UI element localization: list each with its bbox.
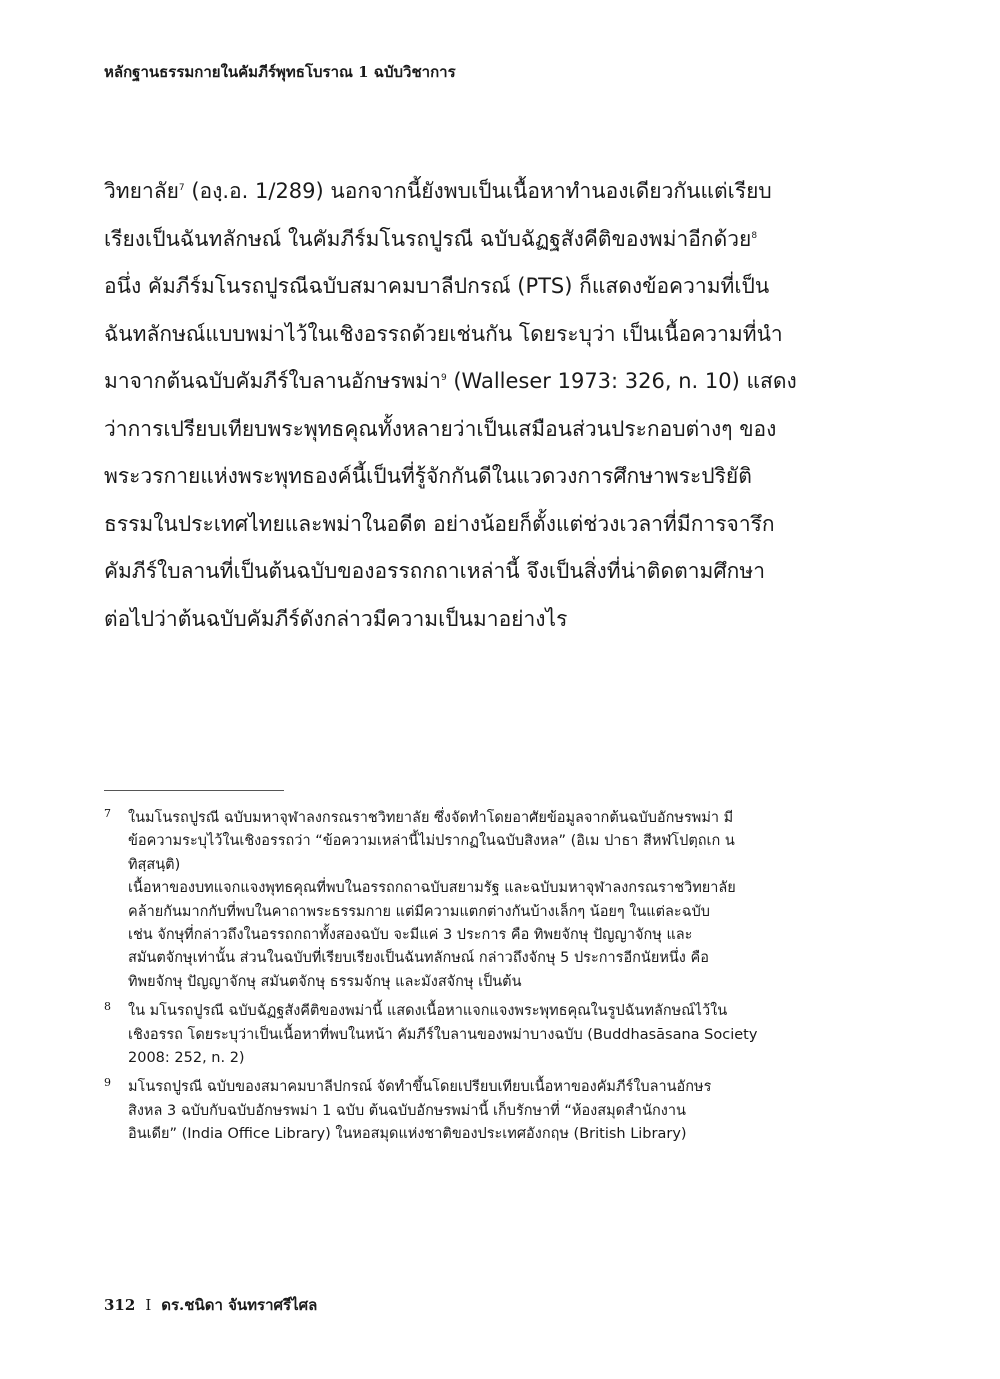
body-line-text: พระวรกายแห่งพระพุทธองค์นี้เป็นที่รู้จักกันดีในแวดวงการศึกษาพระปริยัติ — [104, 464, 752, 488]
body-line — [104, 596, 864, 644]
running-head: หลักฐานธรรมกายในคัมภีร์พุทธโบราณ 1 ฉบับวิชาการ — [104, 63, 456, 81]
footnote-number: 9 — [104, 1076, 111, 1090]
body-line-text-continued: (องฺ.อ. 1/289) นอกจากนี้ยังพบเป็นเนื้อหาทำนองเดียวกันแต่เรียบ — [184, 179, 772, 203]
footnote-line: สิงหล 3 ฉบับกับฉบับอักษรพม่า 1 ฉบับ ต้นฉบับอักษรพม่านี้ เก็บรักษาที่ “ห้องสมุดสำนักงาน — [128, 1102, 686, 1119]
body-line-text: เรียงเป็นฉันทลักษณ์ ในคัมภีร์มโนรถปูรณี ฉบับฉัฏฐสังคีติของพม่าอีกด้วย — [104, 226, 752, 251]
footnote-number: 8 — [104, 1000, 111, 1014]
footnote-line: อินเดีย” (India Office Library) ในหอสมุดแห่งชาติของประเทศอังกฤษ (British Library) — [128, 1126, 687, 1143]
body-line — [104, 453, 864, 501]
footnote-reference[interactable]: 9 — [440, 373, 447, 383]
footnote-line: ใน มโนรถปูรณี ฉบับฉัฏฐสังคีติของพม่านี้ แสดงเนื้อหาแจกแจงพระพุทธคุณในรูปฉันทลักษณ์ไว้ใน — [128, 1003, 728, 1020]
footnote-line: เชิงอรรถ โดยระบุว่าเป็นเนื้อหาที่พบในหน้า คัมภีร์ใบลานของพม่าบางฉบับ (Buddhasāsana Society — [128, 1026, 758, 1043]
footnote-line: คล้ายกันมากกับที่พบในคาถาพระธรรมกาย แต่มีความแตกต่างกันบ้างเล็กๆ น้อยๆ ในแต่ละฉบับ — [128, 903, 711, 920]
body-line-text: ว่าการเปรียบเทียบพระพุทธคุณทั้งหลายว่าเป็นเสมือนส่วนประกอบต่างๆ ของ — [104, 416, 777, 441]
footnote-9 — [104, 1076, 874, 1146]
body-line-text: วิทยาลัย — [104, 179, 179, 203]
footnote-line: เนื้อหาของบทแจกแจงพุทธคุณที่พบในอรรถกถาฉบับสยามรัฐ และฉบับมหาจุฬาลงกรณราชวิทยาลัย — [128, 880, 736, 897]
body-line — [104, 358, 864, 406]
body-line — [104, 216, 864, 264]
body-text — [104, 168, 864, 643]
footnote-number: 7 — [104, 807, 111, 820]
body-line-text: ต่อไปว่าต้นฉบับคัมภีร์ดังกล่าวมีความเป็นมาอย่างไร — [104, 606, 568, 631]
footnote-text — [128, 1000, 874, 1070]
footnote-line: เช่น จักษุที่กล่าวถึงในอรรถกถาทั้งสองฉบับ จะมีแค่ 3 ประการ คือ ทิพยจักษุ ปัญญาจักษุ และ — [128, 926, 693, 943]
page-footer — [104, 1293, 317, 1317]
body-line-text: ธรรมในประเทศไทยและพม่าในอดีต อย่างน้อยก็ตั้งแต่ช่วงเวลาที่มีการจารึก — [104, 511, 775, 536]
body-line — [104, 548, 864, 596]
body-line-text: คัมภีร์ใบลานที่เป็นต้นฉบับของอรรถกถาเหล่านี้ จึงเป็นสิ่งที่น่าติดตามศึกษา — [104, 559, 766, 583]
footnote-line: ในมโนรถปูรณี ฉบับมหาจุฬาลงกรณราชวิทยาลัย ซึ่งจัดทำโดยอาศัยข้อมูลจากต้นฉบับอักษรพม่า มี — [128, 810, 734, 826]
footnote-line: ทิสฺสนฺติ) — [128, 856, 181, 873]
footnote-text — [128, 1076, 874, 1146]
footer-separator: I — [145, 1296, 152, 1314]
footnote-line: ข้อความระบุไว้ในเชิงอรรถว่า “ข้อความเหล่านี้ไม่ปรากฏในฉบับสิงหล” (อิเม ปาธา สีหฬโปตฺถเก น — [128, 833, 735, 850]
footnote-reference[interactable]: 7 — [178, 183, 185, 193]
body-line — [104, 263, 864, 311]
footnote-text — [128, 807, 874, 994]
footnote-line: มโนรถปูรณี ฉบับของสมาคมบาลีปกรณ์ จัดทำขึ้นโดยเปรียบเทียบเนื้อหาของคัมภีร์ใบลานอักษร — [128, 1079, 712, 1096]
footnote-line: ทิพยจักษุ ปัญญาจักษุ สมันตจักษุ ธรรมจักษุ และมังสจักษุ เป็นต้น — [128, 973, 522, 990]
footnote-reference[interactable]: 8 — [751, 230, 758, 241]
footnotes-section — [104, 807, 874, 1146]
body-line — [104, 168, 864, 216]
body-line — [104, 501, 864, 549]
body-line-text: มาจากต้นฉบับคัมภีร์ใบลานอักษรพม่า — [104, 369, 441, 393]
body-line-text: ฉันทลักษณ์แบบพม่าไว้ในเชิงอรรถด้วยเช่นกัน โดยระบุว่า เป็นเนื้อความที่นำ — [104, 321, 783, 346]
author-name: ดร.ชนิดา จันทราศรีไศล — [161, 1296, 318, 1314]
footnote-8 — [104, 1000, 874, 1070]
footnote-line: สมันตจักษุเท่านั้น ส่วนในฉบับที่เรียบเรียงเป็นฉันทลักษณ์ กล่าวถึงจักษุ 5 ประการอีกนัยหนึ่ง คือ — [128, 950, 709, 967]
body-line — [104, 406, 864, 454]
body-line-text-continued: (Walleser 1973: 326, n. 10) แสดง — [446, 369, 797, 393]
footnote-line: 2008: 252, n. 2) — [128, 1049, 245, 1066]
page-number: 312 — [104, 1296, 136, 1314]
footnote-7 — [104, 807, 874, 994]
body-line-text: อนึ่ง คัมภีร์มโนรถปูรณีฉบับสมาคมบาลีปกรณ์ (PTS) ก็แสดงข้อความที่เป็น — [104, 274, 770, 298]
footnote-divider — [104, 790, 284, 791]
body-line — [104, 311, 864, 359]
